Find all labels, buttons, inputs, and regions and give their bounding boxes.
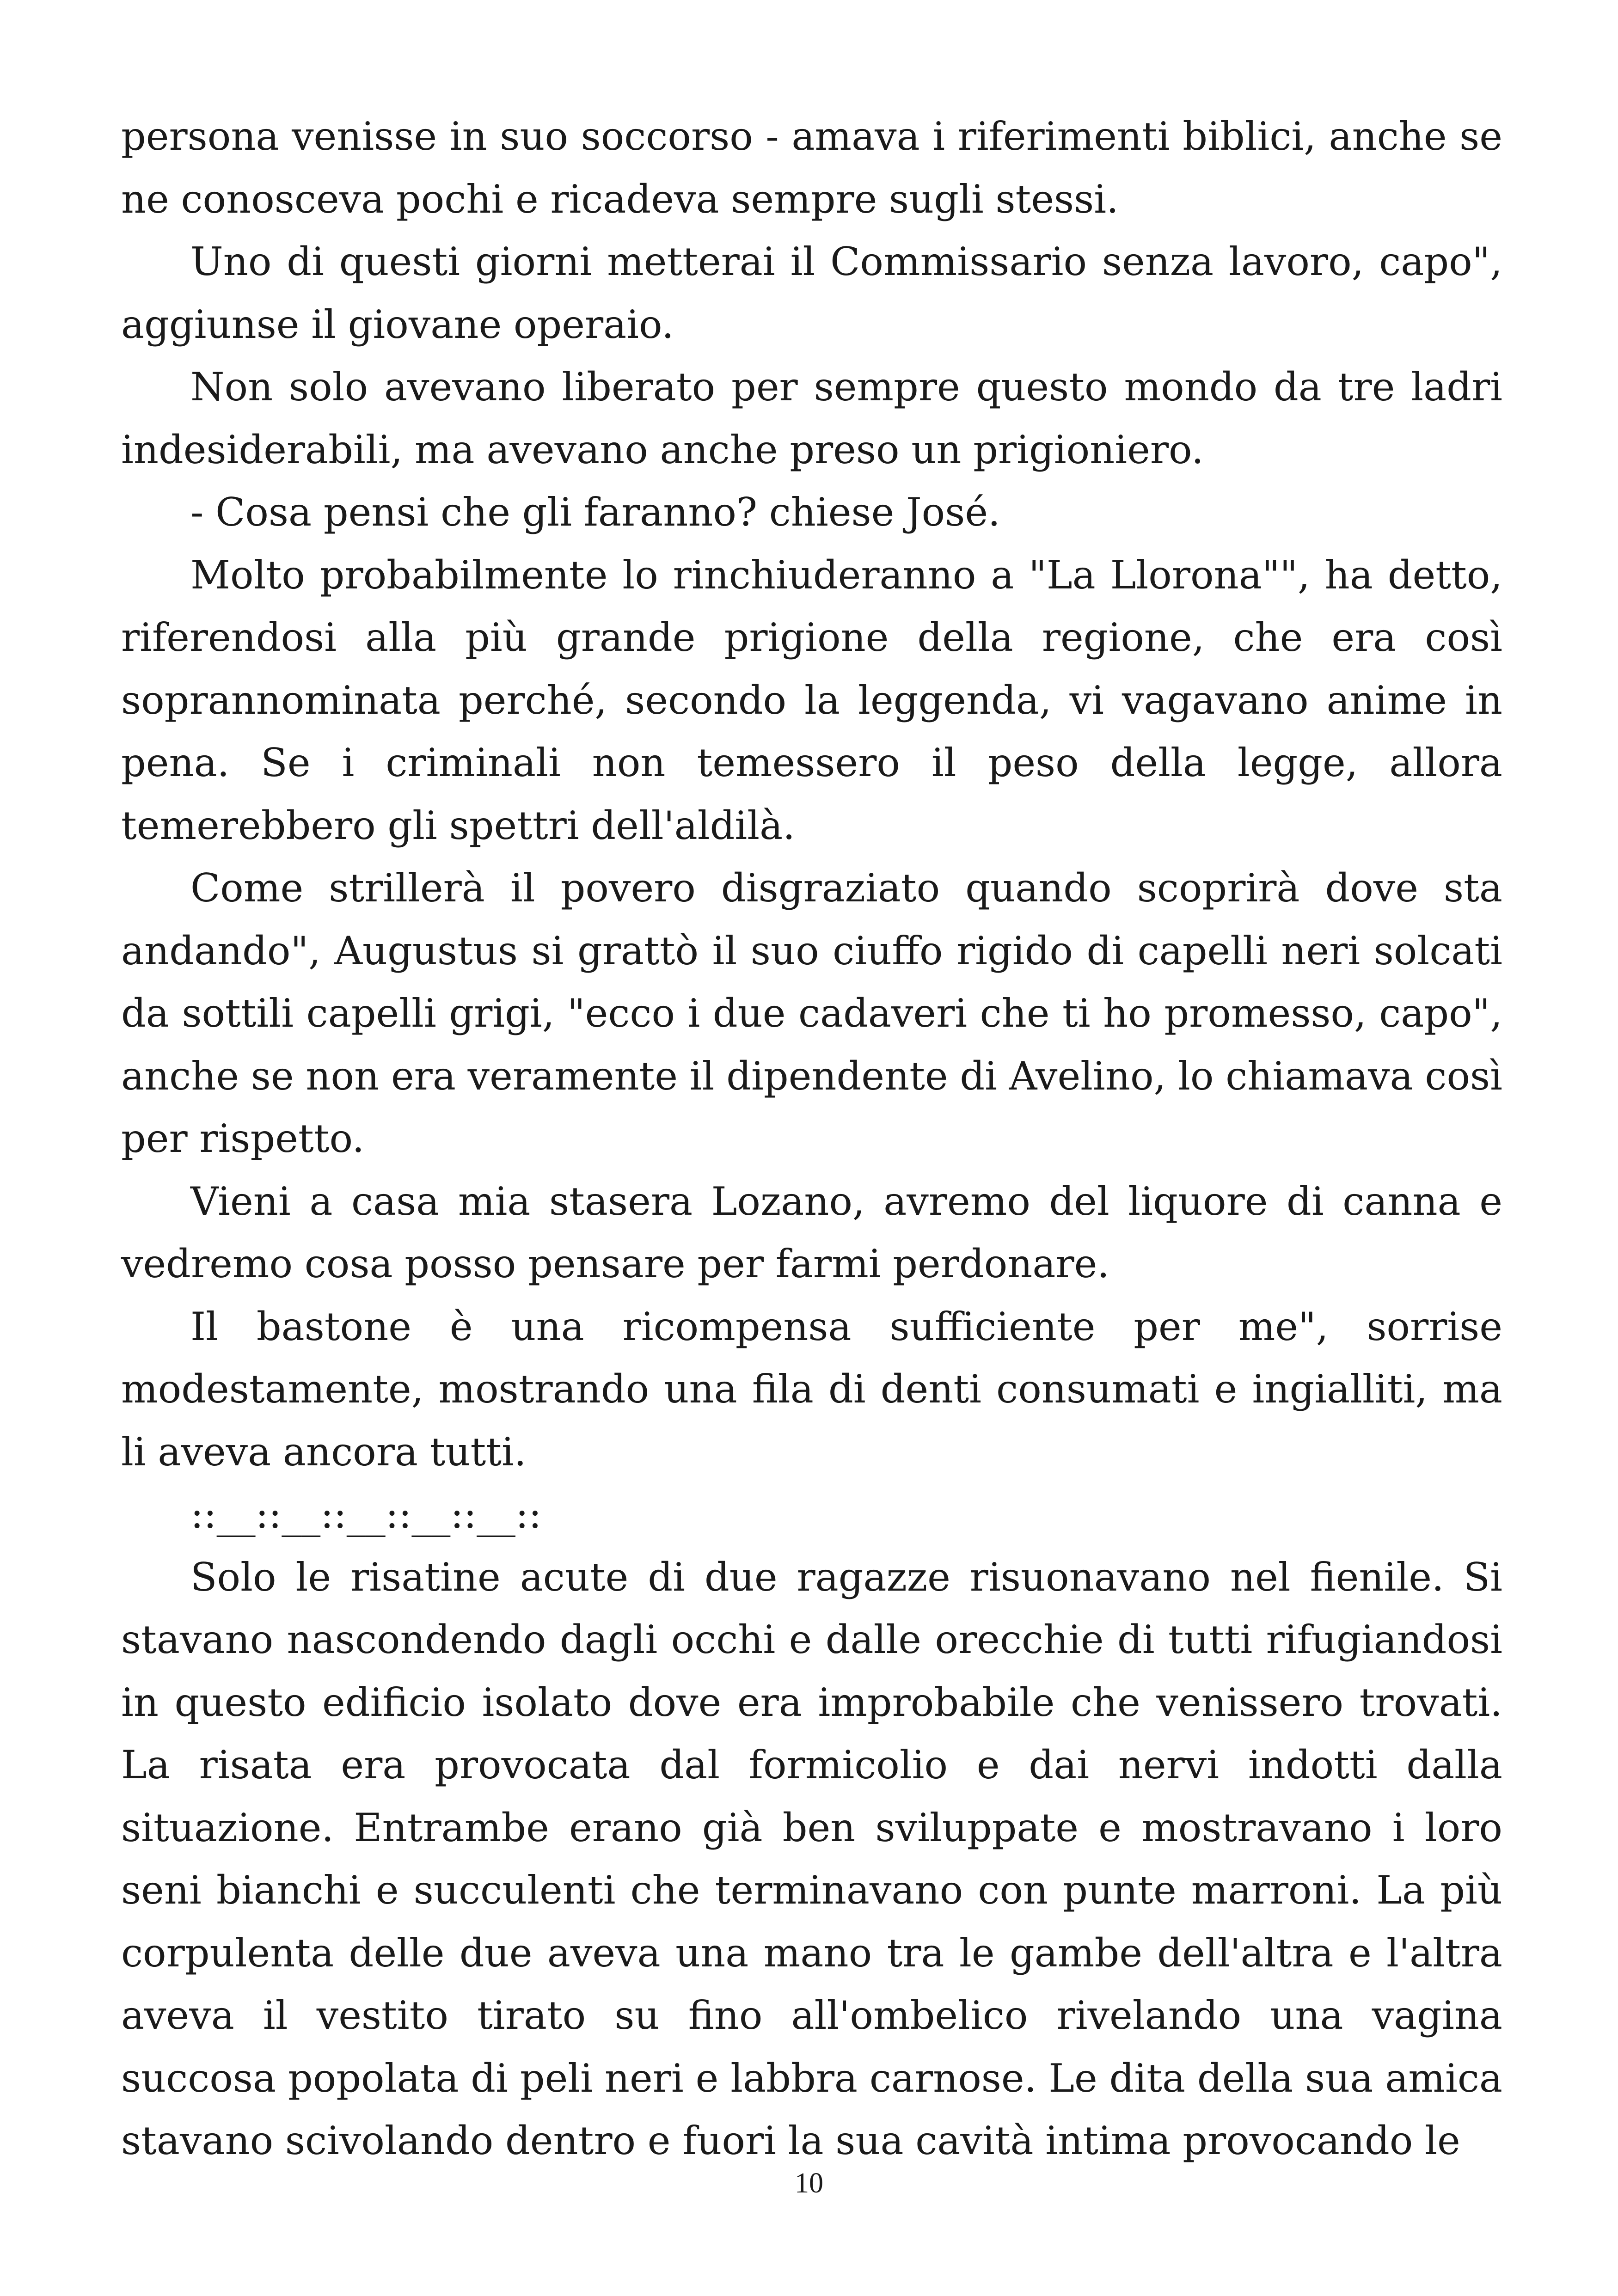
paragraph-1: persona venisse in suo soccorso - amava i riferimenti biblici, anche se ne conosceva pochi e ricadeva sempre sugli stessi.: [121, 114, 1502, 222]
paragraph-7: Vieni a casa mia stasera Lozano, avremo del liquore di canna e vedremo cosa posso pensare per farmi perdonare.: [121, 1178, 1502, 1286]
scene-separator: ::__::__::__::__::__::: [190, 1492, 542, 1537]
paragraph-6: Come strillerà il povero disgraziato quando scoprirà dove sta andando", Augustus si grattò il suo ciuffo rigido di capelli neri solcati da sottili capelli grigi, "ecco i due cadaveri che ti ho promesso, capo", anche se non era veramente il dipendente di Avelino, lo chiamava così per rispetto.: [121, 865, 1502, 1161]
paragraph-3: Non solo avevano liberato per sempre questo mondo da tre ladri indesiderabili, ma avevano anche preso un prigioniero.: [121, 364, 1502, 472]
body-text: [121, 105, 1502, 2173]
paragraph-9: Solo le risatine acute di due ragazze risuonavano nel fienile. Si stavano nascondendo dagli occhi e dalle orecchie di tutti rifugiandosi in questo edificio isolato dove era improbabile che venissero trovati. La risata era provocata dal formicolio e dai nervi indotti dalla situazione. Entrambe erano già ben sviluppate e mostravano i loro seni bianchi e succulenti che terminavano con punte marroni. La più corpulenta delle due aveva una mano tra le gambe dell'altra e l'altra aveva il vestito tirato su fino all'ombelico rivelando una vagina succosa popolata di peli neri e labbra carnose. Le dita della sua amica stavano scivolando dentro e fuori la sua cavità intima provocando le: [121, 1554, 1502, 2163]
paragraph-2: Uno di questi giorni metterai il Commissario senza lavoro, capo", aggiunse il giovane operaio.: [121, 239, 1502, 347]
paragraph-4: - Cosa pensi che gli faranno? chiese José.: [190, 490, 1000, 535]
paragraph-5: Molto probabilmente lo rinchiuderanno a "La Llorona"", ha detto, riferendosi alla più grande prigione della regione, che era così soprannominata perché, secondo la leggenda, vi vagavano anime in pena. Se i criminali non temessero il peso della legge, allora temerebbero gli spettri dell'aldilà.: [121, 552, 1502, 848]
paragraph-8: Il bastone è una ricompensa sufficiente per me", sorrise modestamente, mostrando una fila di denti consumati e ingialliti, ma li aveva ancora tutti.: [121, 1304, 1502, 1475]
page-number: 10: [795, 2167, 823, 2199]
